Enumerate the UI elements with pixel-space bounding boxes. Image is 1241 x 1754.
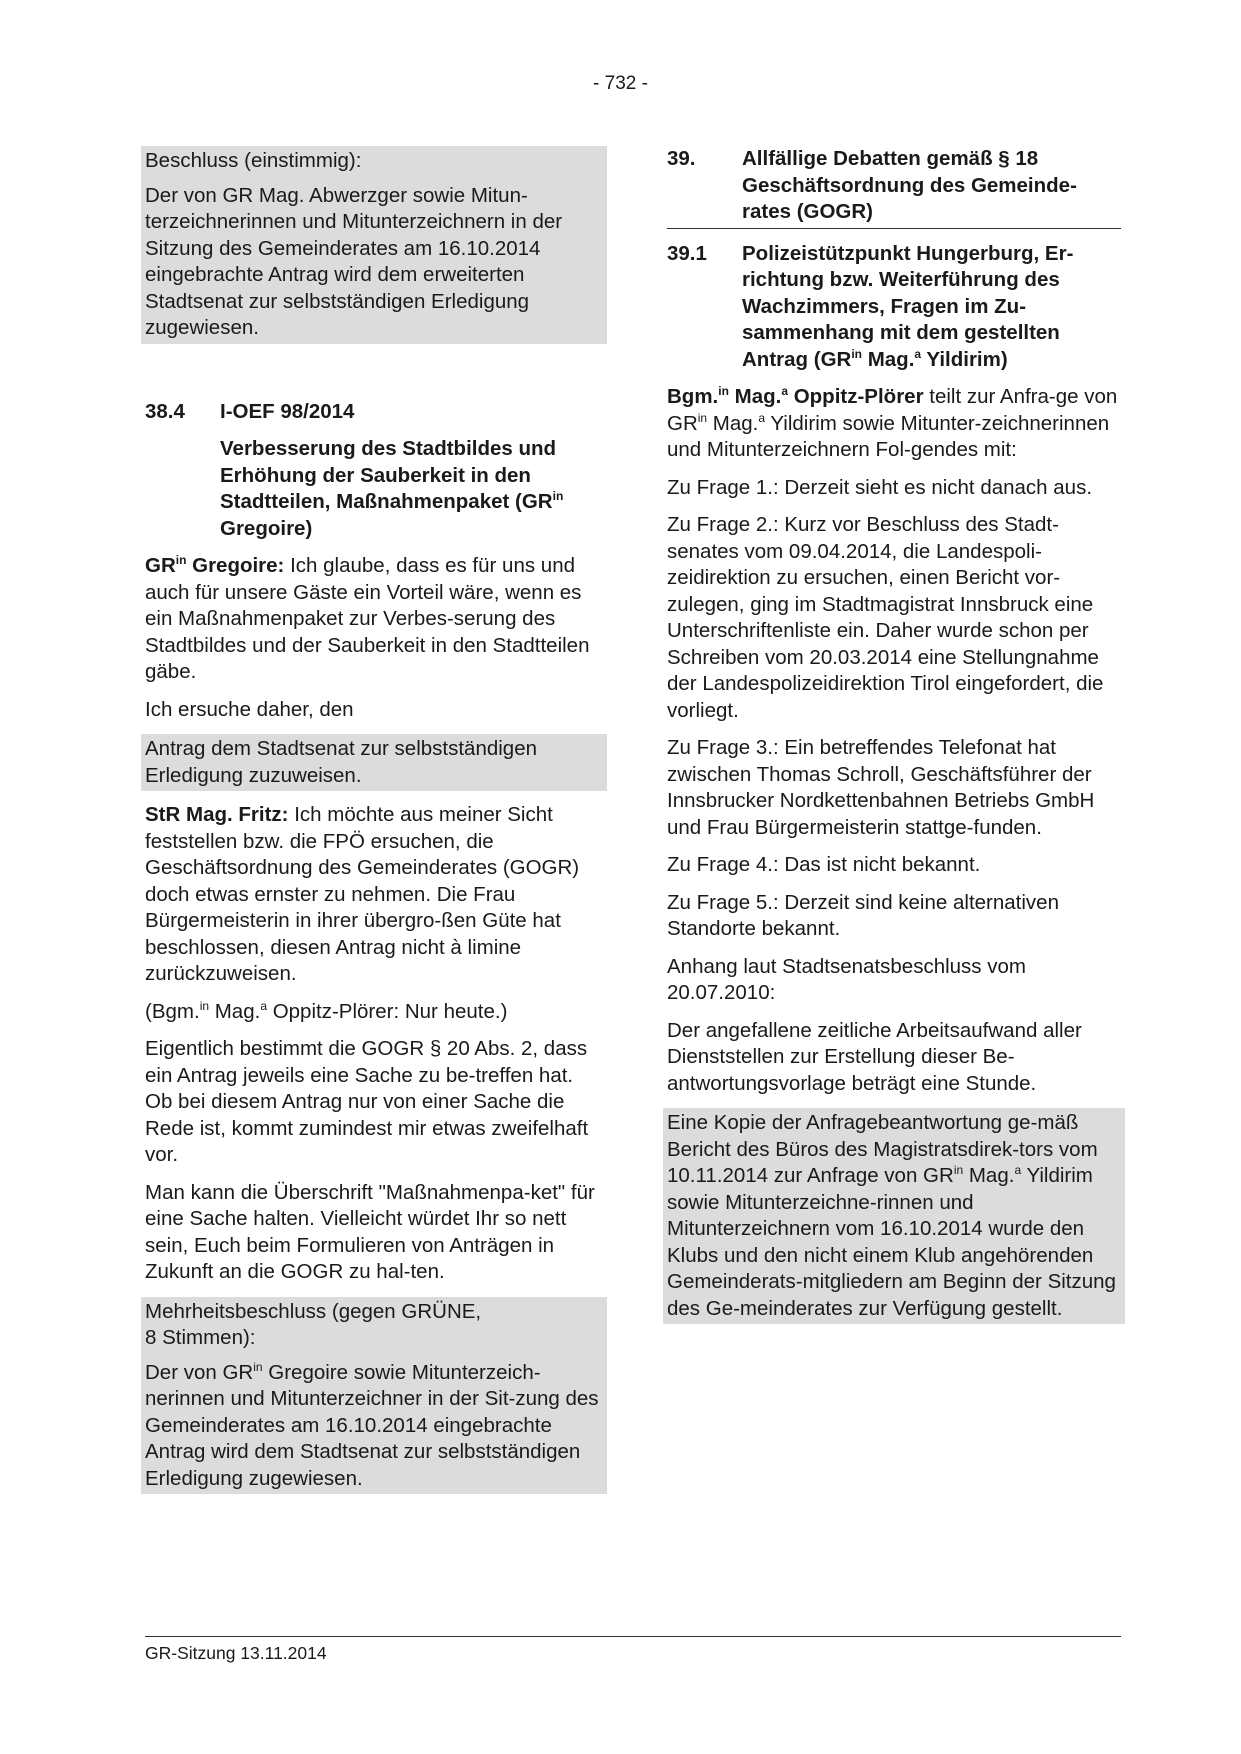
answer-question-1: Zu Frage 1.: Derzeit sieht es nicht danach aus. [667, 475, 1093, 499]
resolution-box-majority [141, 1297, 607, 1495]
answer-question-2: Zu Frage 2.: Kurz vor Beschluss des Stadt-senates vom 09.04.2014, die Landespoli-zeidirektion zu ersuchen, einen Bericht vor-zulegen, ging im Stadtmagistrat Innsbruck eine Unterschriftenliste ein. Daher wurde schon per Schreiben vom 20.03.2014 eine Stellungnahme der Landespolizeidirektion Tirol eingefordert, die vorliegt. [667, 513, 1104, 722]
copy-notice-text: Eine Kopie der Anfragebeantwortung ge-mäß Bericht des Büros des Magistratsdirek-tors vom 10.11.2014 zur Anfrage von $GR^{in}$ Mag.$^a$ Yildirim sowie Mitunterzeichne-rinnen und Mitunterzeichnern vom 16.10.2014 wurde den Klubs und den nicht einem Klub angehörenden Gemeinderats-mitgliedern am Beginn der Sitzung des Ge-meinderates zur Verfügung gestellt. [667, 1111, 1116, 1320]
interjection: (Bgm.$^{in}$ Mag.$^a$ Oppitz-Plörer: Nur heute.) [145, 998, 508, 1023]
section-number: 39.1 [667, 241, 707, 265]
page-number: - 732 - [593, 73, 648, 94]
resolution-heading: Beschluss (einstimmig): [145, 149, 362, 172]
section-code: I-OEF 98/2014 [220, 399, 355, 423]
section-heading-38-4 [145, 399, 603, 426]
appendix-heading: Anhang laut Stadtsenatsbeschluss vom 20.07.2010: [667, 954, 1026, 1004]
answer-question-5: Zu Frage 5.: Derzeit sind keine alternativen Standorte bekannt. [667, 890, 1059, 940]
motion-text: Antrag dem Stadtsenat zur selbstständigen Erledigung zuzuweisen. [145, 737, 538, 787]
answer-question-4: Zu Frage 4.: Das ist nicht bekannt. [667, 853, 981, 876]
resolution-heading: Mehrheitsbeschluss (gegen GRÜNE, 8 Stimmen): [145, 1299, 482, 1349]
workload-text: Der angefallene zeitliche Arbeitsaufwand aller Dienststellen zur Erstellung dieser Be-antwortungsvorlage beträgt eine Stunde. [667, 1018, 1082, 1095]
section-heading-39 [667, 146, 1121, 226]
paragraph-gogr: Eigentlich bestimmt die GOGR § 20 Abs. 2, dass ein Antrag jeweils eine Sache zu be-treffen hat. Ob bei diesem Antrag nur von einer Sache die Rede ist, kommt zumindest mir etwas zweifelhaft vor. [145, 1037, 589, 1166]
paragraph-heading-remark: Man kann die Überschrift "Maßnahmenpa-ket" für eine Sache halten. Vielleicht würdet Ihr so nett sein, Euch beim Formulieren von Anträgen in Zukunft an die GOGR zu hal-ten. [145, 1180, 595, 1283]
resolution-text: Der von $GR^{in}$ Gregoire sowie Mitunterzeich-nerinnen und Mitunterzeichner in der Sit-zung des Gemeinderates am 16.10.2014 eingebrachte Antrag wird dem Stadtsenat zur selbstständigen Erledigung zugewiesen. [145, 1359, 599, 1490]
section-number: 39. [667, 147, 696, 170]
speech-gregoire: $GR^{in}$ Gregoire: Ich glaube, dass es für uns und auch für unsere Gäste ein Vorteil wäre, wenn es ein Maßnahmenpaket zur Verbes-serung des Stadtbildes und der Sauberkeit in den Stadtteilen gäbe. [145, 553, 590, 683]
paragraph-request: Ich ersuche daher, den [145, 697, 354, 721]
section-heading-39-1 [667, 241, 1121, 374]
speech-fritz: StR Mag. Fritz: Ich möchte aus meiner Sicht feststellen bzw. die FPÖ ersuchen, die Geschäftsordnung des Gemeinderates (GOGR) doch etwas ernster zu nehmen. Die Frau Bürgermeisterin in ihrer übergro-ßen Güte hat beschlossen, diesen Antrag nicht à limine zurückzuweisen. [145, 803, 580, 985]
copy-notice-box [663, 1108, 1125, 1324]
right-column [667, 146, 1121, 1335]
left-column [145, 146, 603, 1505]
section-number: 38.4 [145, 399, 185, 423]
answer-question-3: Zu Frage 3.: Ein betreffendes Telefonat hat zwischen Thomas Schroll, Geschäftsführer der Innsbrucker Nordkettenbahnen Betriebs GmbH und Frau Bürgermeisterin stattge-funden. [667, 736, 1095, 839]
resolution-text: Der von GR Mag. Abwerzger sowie Mitun-terzeichnerinnen und Mitunterzeichnern in der Sitzung des Gemeinderates am 16.10.2014 eingebrachte Antrag wird dem erweiterten Stadtsenat zur selbstständigen Erledigung zugewiesen. [145, 183, 563, 339]
resolution-box-unanimous [141, 146, 607, 344]
answer-intro: Bgm.$^{in}$ Mag.$^a$ Oppitz-Plörer teilt zur Anfra-ge von $GR^{in}$ Mag.$^a$ Yildirim sowie Mitunter-zeichnerinnen und Mitunterzeichnern Fol-gendes mit: [667, 384, 1118, 461]
motion-box [141, 734, 607, 791]
page-footer: GR-Sitzung 13.11.2014 [145, 1636, 1121, 1664]
section-title: Polizeistützpunkt Hungerburg, Er-richtung bzw. Weiterführung des Wachzimmers, Fragen im Zu-sammenhang mit dem gestellten Antrag ($GR^{in}$ Mag.$^a$ Yildirim) [742, 241, 1074, 371]
section-title-38-4: Verbesserung des Stadtbildes und Erhöhung der Sauberkeit in den Stadtteilen, Maßnahmenpaket ($GR^{in}$ Gregoire) [220, 437, 564, 540]
section-divider [667, 228, 1121, 229]
section-title: Allfällige Debatten gemäß § 18 Geschäftsordnung des Gemeinde-rates (GOGR) [742, 147, 1077, 223]
